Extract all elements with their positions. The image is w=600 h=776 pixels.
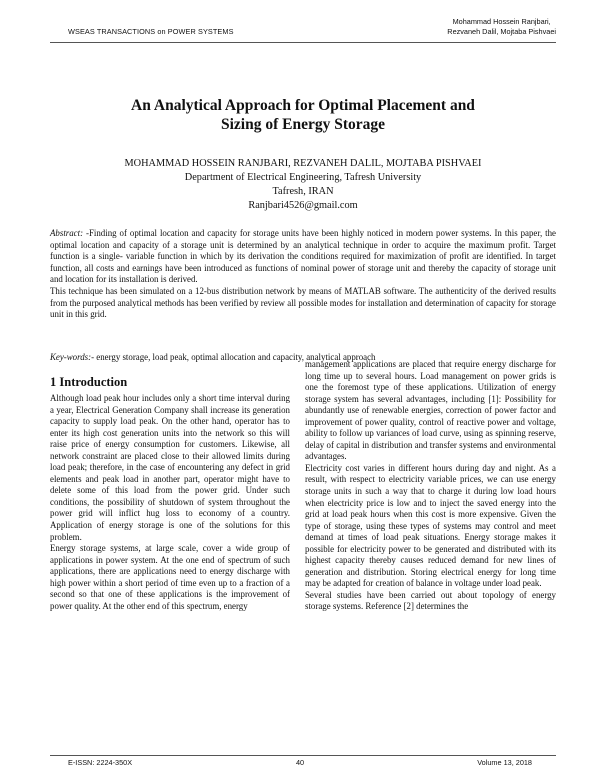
section-heading-introduction: 1 Introduction <box>50 375 128 389</box>
title-line1: An Analytical Approach for Optimal Placement and <box>131 97 475 114</box>
journal-name: WSEAS TRANSACTIONS on POWER SYSTEMS <box>68 27 234 36</box>
running-authors <box>447 17 556 37</box>
author-department: Department of Electrical Engineering, Tafresh University <box>184 172 422 183</box>
footer-issn: E-ISSN: 2224-350X <box>68 758 133 767</box>
author-email: Ranjbari4526@gmail.com <box>248 200 358 211</box>
paper-title <box>50 96 556 134</box>
header-rule <box>50 42 556 43</box>
abstract-label: Abstract: <box>50 228 84 238</box>
title-line2: Sizing of Energy Storage <box>220 116 386 133</box>
intro-paragraph-2: Energy storage systems, at large scale, cover a wide group of applications in power system. At the one end of spectrum of such applications, there are applications need to energy discharge with high power within a short period of time even up to a fraction of a second so that one of these applications is the improvement of power quality. At the other end of this spectrum, energy <box>50 543 290 611</box>
intro-paragraph-4: Electricity cost varies in different hours during day and night. As a result, with respect to electricity variable prices, we can use energy storage units in such a way that to charge it during low load hours when electricity price is low and to inject the saved energy into the grid at load peak hours when this cost is more expensive. Given the type of storage, using these types of systems may control and meet demand at times of load peak situations. Energy storage makes it possible for electricity power to be generated and distributed with its highest capacity thereby causes reduced demand for new lines of generation and distribution. Storing electrical energy for long time may be adapted for creation of balance in voltage under load peak. <box>305 462 556 589</box>
footer-volume: Volume 13, 2018 <box>477 758 532 767</box>
intro-paragraph-1: Although load peak hour includes only a short time interval during a year, Electrical Generation Company shall increase its generation capacity to supply load peak. On the other hand, operator has to enter its high cost generation units into the network so this will raise price of energy consumption for customers. Likewise, all network constraint are placed close to their allowed limits during load peak; therefore, in the case of encountering any defect in grid elements and peak load in another part, operator might have to delete some of this load from the power grid. Under such conditions, the possibility of shutdown of system throughout the power grid will inflict hug loss to economy of a country. Application of energy storage is one of the solutions for this problem. <box>50 393 290 542</box>
abstract-paragraph-2: This technique has been simulated on a 12-bus distribution network by means of MATLAB software. The authenticity of the derived results from the purposed analytical methods has been verified by review all possible modes for installation and determination of capacity for storage unit in this grid. <box>50 285 556 320</box>
footer-rule <box>50 755 556 756</box>
author-location: Tafresh, IRAN <box>272 186 334 197</box>
abstract-text-1: -Finding of optimal location and capacity for storage units have been highly noticed in modern power systems. In this paper, the optimal location and capacity of a storage unit is determined by an analytical technique in order to acquire the maximum profit. Target function is a single- variable function in which by its derivation the conditions required for maximization of profit are identified. In target function, all costs and earnings have been introduced as functions of nominal power of storage unit and thereby the capacity of storage unit and location for its installation is derived. <box>50 228 556 285</box>
running-authors-line2: Rezvaneh Dalil, Mojtaba Pishvaei <box>447 27 556 36</box>
abstract-paragraph-1 <box>50 228 556 286</box>
running-authors-line1: Mohammad Hossein Ranjbari, <box>452 17 551 26</box>
author-block <box>50 157 556 213</box>
right-column <box>305 359 556 613</box>
left-column <box>50 374 290 612</box>
keywords-text: energy storage, load peak, optimal allocation and capacity, analytical approach <box>94 352 376 362</box>
abstract <box>50 228 556 321</box>
page-number: 40 <box>295 758 305 767</box>
author-names: MOHAMMAD HOSSEIN RANJBARI, REZVANEH DALIL, MOJTABA PISHVAEI <box>124 158 482 169</box>
intro-paragraph-5: Several studies have been carried out about topology of energy storage systems. Reference [2] determines the <box>305 589 556 612</box>
intro-paragraph-3: management applications are placed that require energy discharge for long time up to several hours. Load management on power grids is one the foremost type of these applications. Utilization of energy storage system has several advantages, including [1]: Possibility for abundantly use of renewable energies, correction of power factor and improvement of power quality, control of reactive power and voltage, ability to follow up variances of load curve, using as spinning reserve, delay of capital in distribution and transfer systems and environmental advantages. <box>305 359 556 462</box>
keywords-label: Key-words:- <box>50 352 95 362</box>
